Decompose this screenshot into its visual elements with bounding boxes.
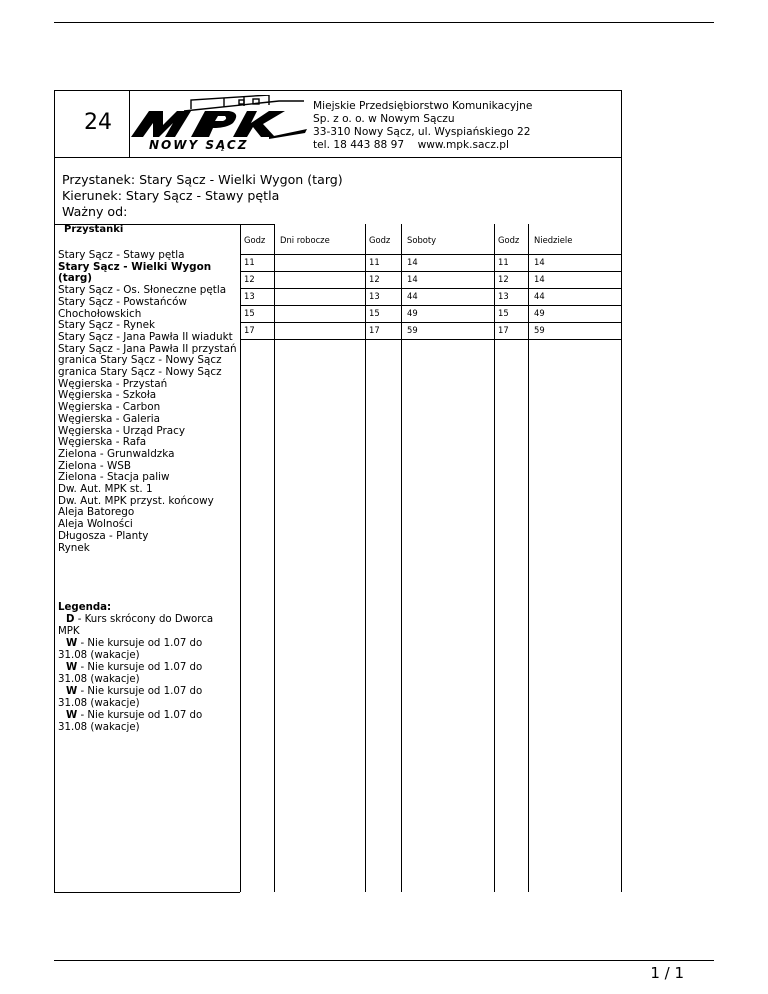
cell-hour-weekdays: 17 xyxy=(244,325,255,335)
cell-hour-saturdays: 12 xyxy=(369,274,380,284)
header-hour-sundays: Godz xyxy=(498,235,520,245)
cell-minutes-sundays: 49 xyxy=(534,308,545,318)
header-hour-saturdays: Godz xyxy=(369,235,391,245)
legend-key: W xyxy=(66,638,78,649)
cell-minutes-sundays: 14 xyxy=(534,257,545,267)
stop-item: Węgierska - Urząd Pracy xyxy=(58,424,185,437)
stop-item: Węgierska - Rafa xyxy=(58,436,147,449)
stop-item: Stary Sącz - Jana Pawła II przystań xyxy=(58,342,237,355)
company-contact-line: tel. 18 443 88 97 www.mpk.sacz.pl xyxy=(313,139,509,151)
cell-hour-sundays: 17 xyxy=(498,325,509,335)
cell-minutes-saturdays: 14 xyxy=(407,257,418,267)
cell-minutes-sundays: 59 xyxy=(534,325,545,335)
col-line-1 xyxy=(240,224,241,892)
cell-hour-saturdays: 17 xyxy=(369,325,380,335)
frame-top-line xyxy=(54,90,621,91)
legend-text: - Nie kursuje od 1.07 do 31.08 (wakacje) xyxy=(58,686,203,709)
legend-item xyxy=(58,662,233,686)
stop-item: Węgierska - Przystań xyxy=(58,377,168,390)
stop-item: Stary Sącz - Powstańców Chochołowskich xyxy=(58,295,188,320)
cell-hour-sundays: 12 xyxy=(498,274,509,284)
cell-hour-saturdays: 13 xyxy=(369,291,380,301)
bottom-rule xyxy=(54,960,714,961)
mpk-logo-icon xyxy=(129,95,309,151)
company-line: Miejskie Przedsiębiorstwo Komunikacyjne xyxy=(313,100,533,112)
frame-right-line xyxy=(621,90,622,892)
cell-minutes-saturdays: 49 xyxy=(407,308,418,318)
cell-hour-sundays: 13 xyxy=(498,291,509,301)
legend-title: Legenda: xyxy=(58,602,112,613)
header-divider-line xyxy=(54,157,621,158)
cell-hour-sundays: 11 xyxy=(498,257,509,267)
company-line: 33-310 Nowy Sącz, ul. Wyspiańskiego 22 xyxy=(313,126,531,138)
stop-item: Węgierska - Carbon xyxy=(58,401,161,414)
cell-hour-weekdays: 12 xyxy=(244,274,255,284)
header-sundays: Niedziele xyxy=(534,235,573,245)
stop-item: Stary Sącz - Os. Słoneczne pętla xyxy=(58,284,227,297)
cell-hour-saturdays: 11 xyxy=(369,257,380,267)
col-line-3 xyxy=(365,224,366,892)
direction: Kierunek: Stary Sącz - Stawy pętla xyxy=(62,188,280,203)
stops-list xyxy=(58,250,240,554)
page-number: 1 / 1 xyxy=(650,964,684,982)
cell-hour-weekdays: 15 xyxy=(244,308,255,318)
svg-text:NOWY SĄCZ: NOWY SĄCZ xyxy=(149,138,249,151)
legend-key: W xyxy=(66,710,78,721)
col-line-4 xyxy=(401,224,402,892)
header-hour-weekdays: Godz xyxy=(244,235,266,245)
stop-item: Zielona - WSB xyxy=(58,459,131,472)
stop-item: Dw. Aut. MPK st. 1 xyxy=(58,483,153,496)
header-weekdays: Dni robocze xyxy=(280,235,330,245)
frame-bottom-line xyxy=(54,892,240,893)
legend xyxy=(58,602,233,734)
row-line-3 xyxy=(240,305,621,306)
stop-item: Rynek xyxy=(58,541,90,554)
stop-item: Zielona - Grunwaldzka xyxy=(58,447,175,460)
row-line-1 xyxy=(240,271,621,272)
frame-left-line xyxy=(54,90,55,892)
timetable-sheet xyxy=(54,90,621,892)
legend-item xyxy=(58,686,233,710)
legend-key: W xyxy=(66,662,78,673)
stop-item: Długosza - Planty xyxy=(58,529,149,542)
stop-item: Aleja Wolności xyxy=(58,518,133,531)
cell-hour-weekdays: 11 xyxy=(244,257,255,267)
legend-item xyxy=(58,710,233,734)
cell-hour-weekdays: 13 xyxy=(244,291,255,301)
cell-minutes-saturdays: 44 xyxy=(407,291,418,301)
stop-item: granica Stary Sącz - Nowy Sącz xyxy=(58,354,222,367)
stop-name: Przystanek: Stary Sącz - Wielki Wygon (targ) xyxy=(62,172,343,187)
stop-item: Stary Sącz - Rynek xyxy=(58,319,156,332)
company-line: Sp. z o. o. w Nowym Sączu xyxy=(313,113,455,125)
row-line-4 xyxy=(240,322,621,323)
legend-key: W xyxy=(66,686,78,697)
legend-text: - Nie kursuje od 1.07 do 31.08 (wakacje) xyxy=(58,710,203,733)
legend-text: - Nie kursuje od 1.07 do 31.08 (wakacje) xyxy=(58,662,203,685)
current-stop: Stary Sącz - Wielki Wygon (targ) xyxy=(58,260,212,285)
row-line-2 xyxy=(240,288,621,289)
stops-header: Przystanki xyxy=(64,224,124,235)
stop-item: Stary Sącz - Stawy pętla xyxy=(58,249,185,261)
cell-minutes-saturdays: 14 xyxy=(407,274,418,284)
cell-minutes-sundays: 14 xyxy=(534,274,545,284)
stop-item: Dw. Aut. MPK przyst. końcowy xyxy=(58,494,214,507)
valid-from: Ważny od: xyxy=(62,204,128,219)
row-line-5 xyxy=(240,339,621,340)
cell-hour-sundays: 15 xyxy=(498,308,509,318)
cell-minutes-sundays: 44 xyxy=(534,291,545,301)
company-info xyxy=(313,100,532,152)
col-line-5 xyxy=(494,224,495,892)
cell-hour-saturdays: 15 xyxy=(369,308,380,318)
stop-item: Węgierska - Galeria xyxy=(58,412,161,425)
legend-text: - Kurs skrócony do Dworca MPK xyxy=(58,614,214,637)
legend-item xyxy=(58,638,233,662)
legend-key: D xyxy=(66,614,75,625)
row-line-0 xyxy=(240,254,621,255)
legend-items xyxy=(58,614,233,734)
col-line-6 xyxy=(528,224,529,892)
col-line-2 xyxy=(274,224,275,892)
legend-item xyxy=(58,614,233,638)
top-rule xyxy=(54,22,714,23)
stop-item: Węgierska - Szkoła xyxy=(58,389,157,402)
legend-text: - Nie kursuje od 1.07 do 31.08 (wakacje) xyxy=(58,638,203,661)
stop-item: Stary Sącz - Jana Pawła II wiadukt xyxy=(58,330,233,343)
stop-item: Zielona - Stacja paliw xyxy=(58,471,170,484)
header-saturdays: Soboty xyxy=(407,235,437,245)
route-number: 24 xyxy=(84,110,112,135)
stop-item: Aleja Batorego xyxy=(58,506,135,519)
stop-item: granica Stary Sącz - Nowy Sącz xyxy=(58,366,222,379)
cell-minutes-saturdays: 59 xyxy=(407,325,418,335)
stop-info xyxy=(62,172,343,220)
